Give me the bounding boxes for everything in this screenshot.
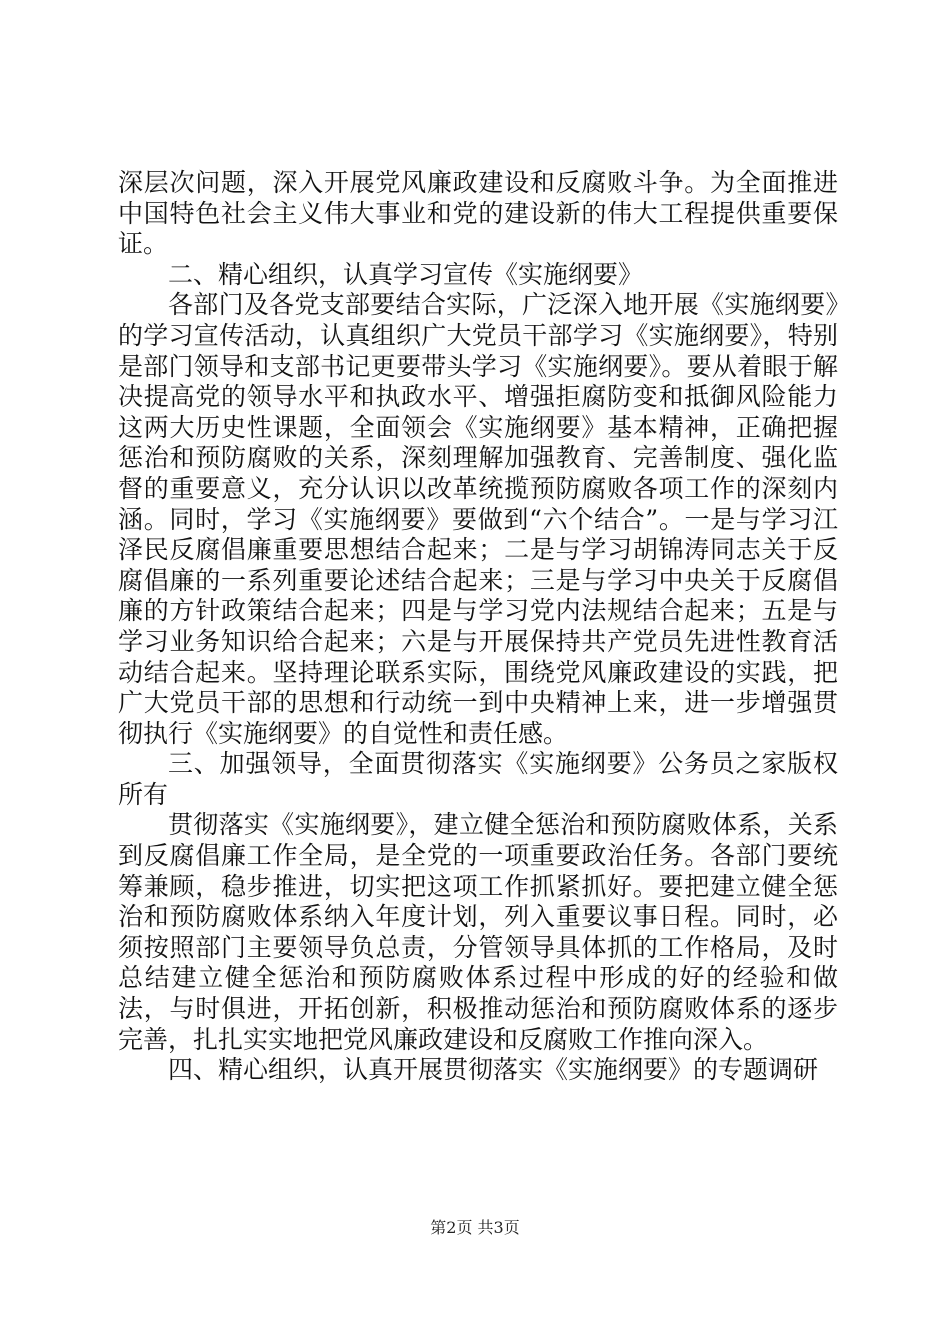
section-heading-3: 三、加强领导，全面贯彻落实《实施纲要》公务员之家版权所有 xyxy=(118,749,838,809)
section-heading-4: 四、精心组织，认真开展贯彻落实《实施纲要》的专题调研 xyxy=(168,1055,819,1085)
paragraph-implementation: 贯彻落实《实施纲要》，建立健全惩治和预防腐败体系，关系到反腐倡廉工作全局，是全党的一项重要政治任务。各部门要统筹兼顾，稳步推进，切实把这项工作抓紧抓好。要把建立健全惩治和预防腐败体系纳入年度计划，列入重要议事日程。同时，必须按照部门主要领导负总责，分管领导具体抓的工作格局，及时总结建立健全惩治和预防腐败体系过程中形成的好的经验和做法，与时俱进，开拓创新，积极推动惩治和预防腐败体系的逐步完善，扎扎实实地把党风廉政建设和反腐败工作推向深入。 xyxy=(118,810,838,1054)
document-body xyxy=(118,168,838,1086)
paragraph-study-promotion: 各部门及各党支部要结合实际，广泛深入地开展《实施纲要》的学习宣传活动，认真组织广大党员干部学习《实施纲要》，特别是部门领导和支部书记更要带头学习《实施纲要》。要从着眼于解决提高党的领导水平和执政水平、增强拒腐防变和抵御风险能力这两大历史性课题，全面领会《实施纲要》基本精神，正确把握惩治和预防腐败的关系，深刻理解加强教育、完善制度、强化监督的重要意义，充分认识以改革统揽预防腐败各项工作的深刻内涵。同时，学习《实施纲要》要做到“六个结合”。一是与学习江泽民反腐倡廉重要思想结合起来；二是与学习胡锦涛同志关于反腐倡廉的一系列重要论述结合起来；三是与学习中央关于反腐倡廉的方针政策结合起来；四是与学习党内法规结合起来；五是与学习业务知识给合起来；六是与开展保持共产党员先进性教育活动结合起来。坚持理论联系实际，围绕党风廉政建设的实践，把广大党员干部的思想和行动统一到中央精神上来，进一步增强贯彻执行《实施纲要》的自觉性和责任感。 xyxy=(118,290,838,748)
section-heading-2: 二、精心组织，认真学习宣传《实施纲要》 xyxy=(168,259,644,289)
page-footer: 第2页 共3页 xyxy=(430,1218,520,1237)
paragraph-continuation: 深层次问题，深入开展党风廉政建设和反腐败斗争。为全面推进中国特色社会主义伟大事业和党的建设新的伟大工程提供重要保证。 xyxy=(118,168,838,259)
